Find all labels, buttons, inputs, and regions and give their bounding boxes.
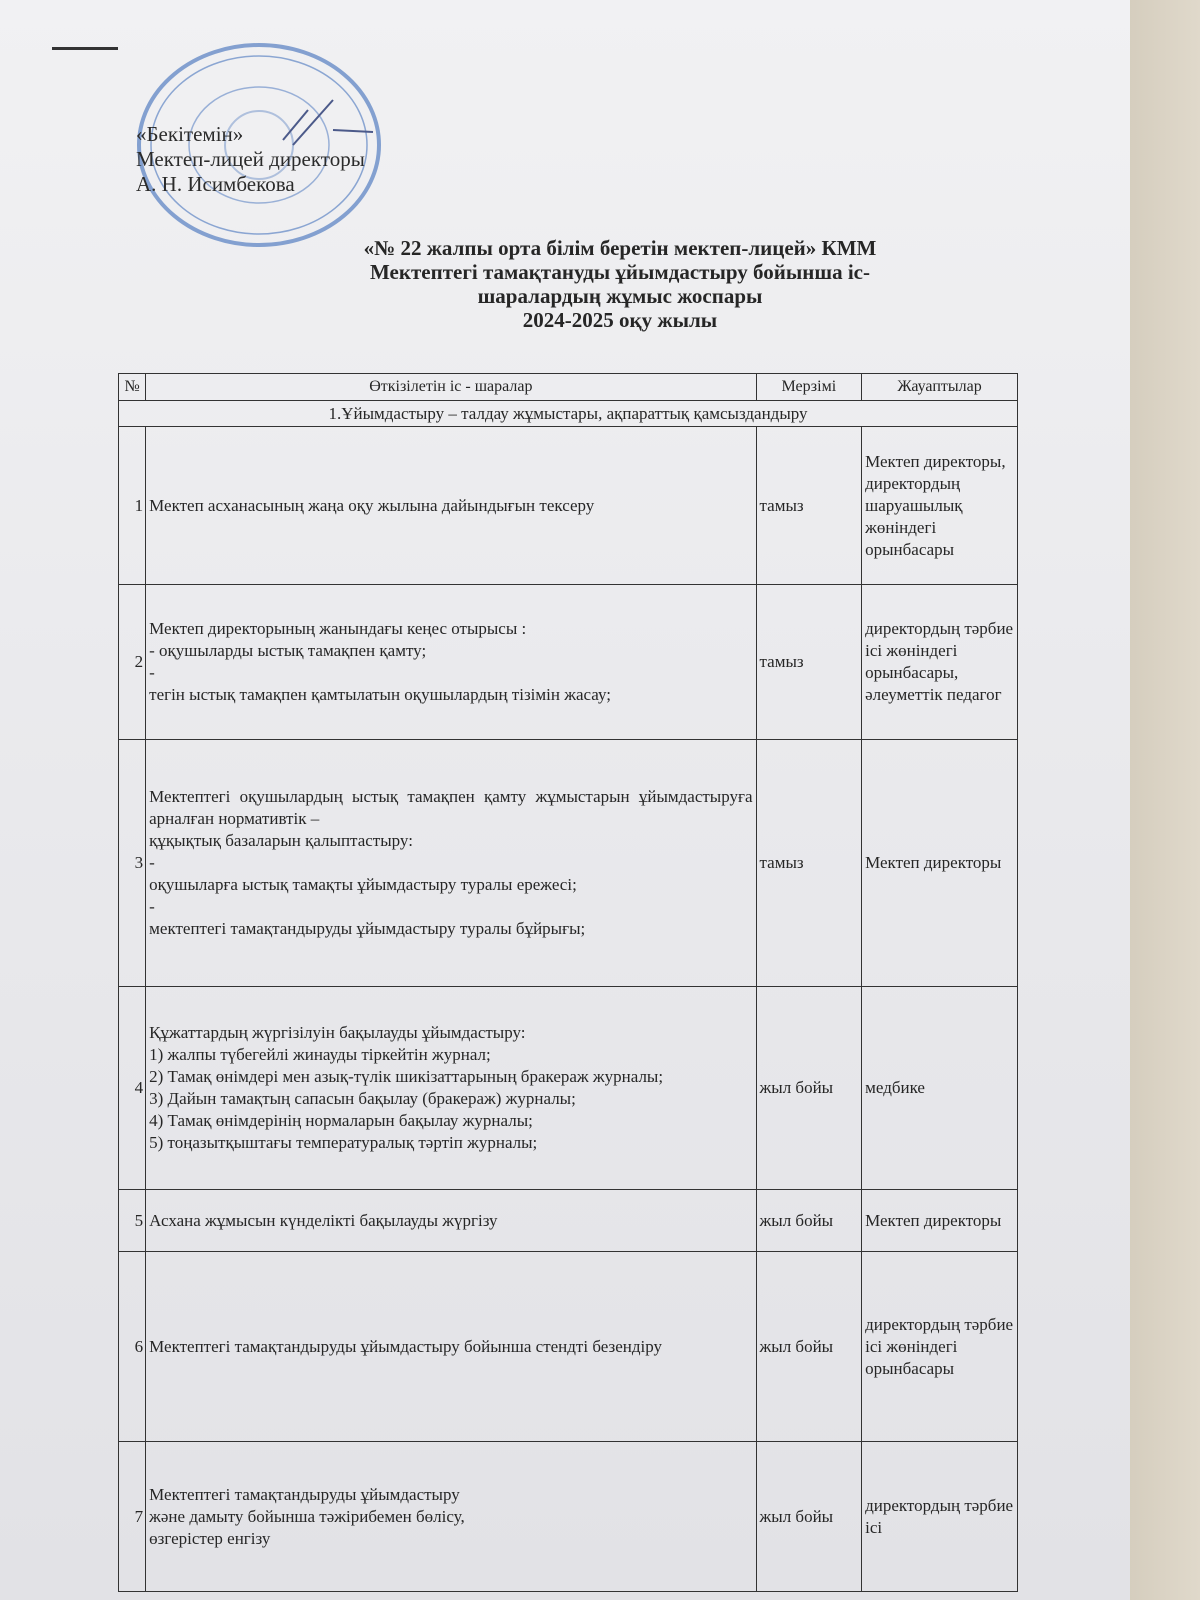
row-responsible: медбике bbox=[862, 987, 1018, 1190]
approver-position: Мектеп-лицей директоры bbox=[136, 147, 365, 171]
row-responsible: директордың тәрбие ісі жөніндегі орынбасары, әлеуметтік педагог bbox=[862, 585, 1018, 740]
table-row bbox=[119, 740, 1018, 987]
approver-name: А. Н. Исимбекова bbox=[136, 172, 295, 196]
approve-label: «Бекітемін» bbox=[136, 122, 244, 146]
row-number: 5 bbox=[119, 1190, 146, 1252]
row-responsible: директордың тәрбие ісі жөніндегі орынбасары bbox=[862, 1252, 1018, 1442]
table-row bbox=[119, 585, 1018, 740]
plan-table bbox=[118, 373, 1018, 1592]
row-date: тамыз bbox=[756, 740, 862, 987]
row-number: 3 bbox=[119, 740, 146, 987]
row-date: тамыз bbox=[756, 427, 862, 585]
header-activity: Өткізілетін іс - шаралар bbox=[146, 374, 756, 401]
row-number: 2 bbox=[119, 585, 146, 740]
row-number: 4 bbox=[119, 987, 146, 1190]
header-date: Мерзімі bbox=[756, 374, 862, 401]
row-date: жыл бойы bbox=[756, 987, 862, 1190]
row-activity: Мектептегі оқушылардың ыстық тамақпен қамту жұмыстарын ұйымдастыруға арналған нормативтік – құқықтық базаларын қалыптастыру: - оқушыларға ыстық тамақты ұйымдастыру туралы ережесі; - мектептегі тамақтандыруды ұйымдастыру туралы бұйрығы; bbox=[146, 740, 756, 987]
title-line-3: шаралардың жұмыс жоспары bbox=[477, 284, 763, 308]
row-date: жыл бойы bbox=[756, 1190, 862, 1252]
row-activity: Мектептегі тамақтандыруды ұйымдастыру және дамыту бойынша тәжірибемен бөлісу, өзгерістер енгізу bbox=[146, 1442, 756, 1592]
row-date: жыл бойы bbox=[756, 1442, 862, 1592]
row-responsible: Мектеп директоры, директордың шаруашылық жөніндегі орынбасары bbox=[862, 427, 1018, 585]
row-date: жыл бойы bbox=[756, 1252, 862, 1442]
header-num: № bbox=[119, 374, 146, 401]
table-row bbox=[119, 427, 1018, 585]
row-number: 1 bbox=[119, 427, 146, 585]
row-activity: Құжаттардың жүргізілуін бақылауды ұйымдастыру: 1) жалпы түбегейлі жинауды тіркейтін журнал; 2) Тамақ өнімдері мен азық-түлік шикізаттарының бракераж журналы; 3) Дайын тамақтың сапасын бақылау (бракераж) журналы; 4) Тамақ өнімдерінің нормаларын бақылау журналы; 5) тоңазытқыштағы температуралық тәртіп журналы; bbox=[146, 987, 756, 1190]
approval-block bbox=[136, 122, 365, 197]
row-number: 7 bbox=[119, 1442, 146, 1592]
row-responsible: Мектеп директоры bbox=[862, 740, 1018, 987]
table-row bbox=[119, 1252, 1018, 1442]
document-title bbox=[200, 236, 1040, 332]
table-row bbox=[119, 1442, 1018, 1592]
title-line-2: Мектептегі тамақтануды ұйымдастыру бойынша іс- bbox=[370, 260, 870, 284]
title-line-1: «№ 22 жалпы орта білім беретін мектеп-лицей» КММ bbox=[363, 236, 877, 260]
row-responsible: директордың тәрбие ісі bbox=[862, 1442, 1018, 1592]
header-responsible: Жауаптылар bbox=[862, 374, 1018, 401]
row-activity: Мектептегі тамақтандыруды ұйымдастыру бойынша стендті безендіру bbox=[146, 1252, 756, 1442]
table-row bbox=[119, 987, 1018, 1190]
title-line-4: 2024-2025 оқу жылы bbox=[522, 308, 718, 332]
row-activity: Мектеп асханасының жаңа оқу жылына дайындығын тексеру bbox=[146, 427, 756, 585]
corner-dash bbox=[52, 47, 118, 50]
row-activity: Асхана жұмысын күнделікті бақылауды жүргізу bbox=[146, 1190, 756, 1252]
table-header-row bbox=[119, 374, 1018, 401]
row-number: 6 bbox=[119, 1252, 146, 1442]
section-row bbox=[119, 401, 1018, 427]
table-row bbox=[119, 1190, 1018, 1252]
row-responsible: Мектеп директоры bbox=[862, 1190, 1018, 1252]
row-date: тамыз bbox=[756, 585, 862, 740]
section-title: 1.Ұйымдастыру – талдау жұмыстары, ақпараттық қамсыздандыру bbox=[119, 401, 1018, 427]
row-activity: Мектеп директорының жанындағы кеңес отырысы : - оқушыларды ыстық тамақпен қамту; - тегін ыстық тамақпен қамтылатын оқушылардың тізімін жасау; bbox=[146, 585, 756, 740]
